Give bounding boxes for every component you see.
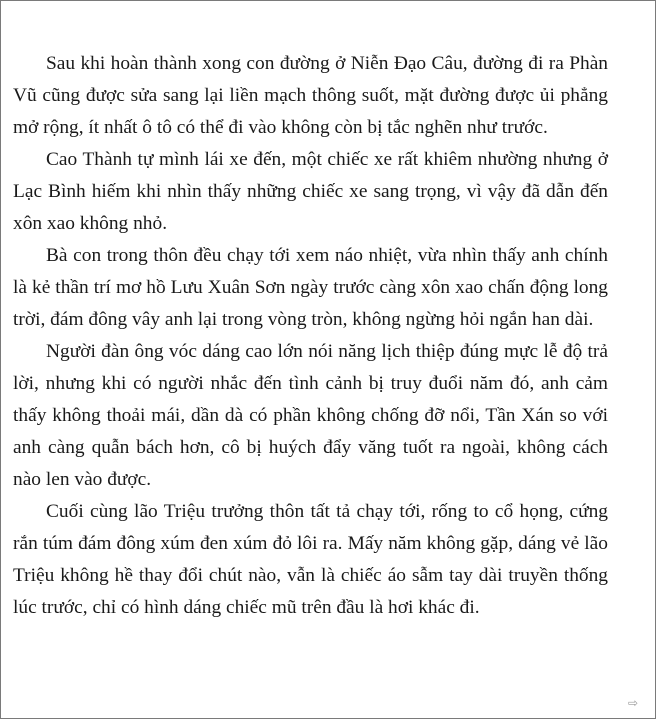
paragraph: Cao Thành tự mình lái xe đến, một chiếc xe rất khiêm nhường nhưng ở Lạc Bình hiếm khi nhìn thấy những chiếc xe sang trọng, vì vậy đã dẫn đến xôn xao không nhỏ.	[13, 149, 608, 234]
paragraph: Cuối cùng lão Triệu trưởng thôn tất tả chạy tới, rống to cổ họng, cứng rắn túm đám đông xúm đen xúm đỏ lôi ra. Mấy năm không gặp, dáng vẻ lão Triệu không hề thay đổi chút nào, vẫn là chiếc áo sẫm tay dài truyền thống lúc trước, chỉ có hình dáng chiếc mũ trên đầu là hơi khác đi.	[13, 501, 608, 618]
document-body	[13, 48, 608, 624]
paragraph: Người đàn ông vóc dáng cao lớn nói năng lịch thiệp đúng mực lễ độ trả lời, nhưng khi có người nhắc đến tình cảnh bị truy đuổi năm đó, anh cảm thấy không thoải mái, dần dà có phần không chống đỡ nổi, Tần Xán so với anh càng quẫn bách hơn, cô bị huých đẩy văng tuốt ra ngoài, không cách nào len vào được.	[13, 341, 608, 490]
next-page-arrow-icon[interactable]: ⇨	[627, 696, 639, 710]
paragraph: Sau khi hoàn thành xong con đường ở Niễn Đạo Câu, đường đi ra Phàn Vũ cũng được sửa sang lại liền mạch thông suốt, mặt đường được ủi phẳng mở rộng, ít nhất ô tô có thể đi vào không còn bị tắc nghẽn như trước.	[13, 53, 608, 138]
paragraph: Bà con trong thôn đều chạy tới xem náo nhiệt, vừa nhìn thấy anh chính là kẻ thần trí mơ hồ Lưu Xuân Sơn ngày trước càng xôn xao chấn động long trời, đám đông vây anh lại trong vòng tròn, không ngừng hỏi ngắn han dài.	[13, 245, 608, 330]
